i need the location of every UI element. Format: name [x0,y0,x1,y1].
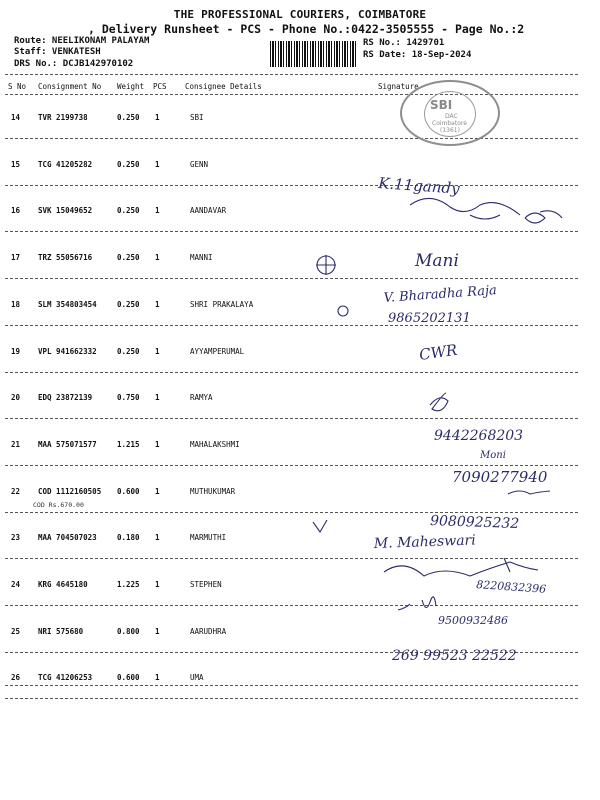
row-sno: 16 [11,206,21,215]
row-consignment-no: MAA 575071577 [38,440,97,449]
row-pcs: 1 [155,487,160,496]
row-pcs: 1 [155,160,160,169]
row-weight: 0.800 [117,627,140,636]
row-sno: 18 [11,300,21,309]
row-sno: 21 [11,440,21,449]
hand-drawn-mark [316,255,336,275]
row-consignee: MAHALAKSHMI [190,440,240,449]
row-weight: 0.250 [117,347,140,356]
sbi-stamp [400,80,500,146]
barcode [270,41,356,67]
handwritten-text: 8220832396 [475,578,547,596]
handwritten-text: 9080925232 [429,513,520,533]
row-divider [5,418,578,419]
stamp-line1: DAC [445,113,458,120]
handwritten-text: M. Maheswari [373,532,476,552]
scribble-signature [410,198,520,219]
row-pcs: 1 [155,206,160,215]
handwritten-text: 7090277940 [452,468,548,486]
page-subtitle: , Delivery Runsheet - PCS - Phone No.:0422-3505555 - Page No.:2 [88,22,525,36]
route-label: Route: NEELIKONAM PALAYAM [14,36,150,46]
row-consignee: RAMYA [190,393,213,402]
row-consignee: AARUDHRA [190,627,227,636]
row-divider [5,512,578,513]
row-weight: 0.180 [117,533,140,542]
table-end-divider [5,685,578,686]
row-sno: 20 [11,393,21,402]
handwritten-text: 9500932486 [438,614,508,627]
scribble-signature [430,393,448,411]
row-weight: 0.750 [117,393,140,402]
handwritten-text: V. Bharadha Raja [383,283,498,306]
row-consignment-no: MAA 704507023 [38,533,97,542]
row-pcs: 1 [155,440,160,449]
row-divider [5,465,578,466]
row-pcs: 1 [155,533,160,542]
row-divider [5,372,578,373]
hand-drawn-mark [317,256,335,274]
column-header-consignee: Consignee Details [185,82,262,91]
row-consignment-no: EDQ 23872139 [38,393,93,402]
row-weight: 0.600 [117,487,140,496]
row-weight: 0.250 [117,113,140,122]
row-consignee: GENN [190,160,209,169]
row-sno: 25 [11,627,21,636]
rs-number: RS No.: 1429701 [363,38,445,48]
row-sno: 23 [11,533,21,542]
row-divider [5,698,578,699]
row-sno: 22 [11,487,21,496]
row-sno: 19 [11,347,21,356]
row-weight: 0.250 [117,253,140,262]
row-divider [5,558,578,559]
row-consignment-no: KRG 4645180 [38,580,88,589]
row-sno: 15 [11,160,21,169]
row-pcs: 1 [155,113,160,122]
row-pcs: 1 [155,253,160,262]
row-pcs: 1 [155,347,160,356]
staff-label: Staff: VENKATESH [14,47,101,57]
row-divider [5,138,578,139]
row-sno: 26 [11,673,21,682]
row-pcs: 1 [155,627,160,636]
page-title: THE PROFESSIONAL COURIERS, COIMBATORE [173,8,427,21]
row-cod-amount: COD Rs.670.00 [33,501,84,509]
row-divider [5,605,578,606]
row-consignment-no: TVR 2199738 [38,113,88,122]
row-consignment-no: TRZ 55056716 [38,253,93,262]
row-divider [5,325,578,326]
handwritten-text: Mani [415,251,459,271]
row-consignee: AANDAVAR [190,206,227,215]
column-header-weight: Weight [117,82,145,91]
column-header-consignment: Consignment No [38,82,102,91]
stamp-line2: Coimbatore [432,120,467,127]
row-consignee: UMA [190,673,204,682]
hand-drawn-mark [338,306,348,316]
row-consignment-no: COD 1112160505 [38,487,102,496]
row-weight: 0.250 [117,300,140,309]
handwritten-text: 269 99523 22522 [392,648,517,664]
handwritten-text: 9865202131 [388,311,471,326]
row-divider [5,278,578,279]
stamp-logo: SBI [430,98,453,112]
row-pcs: 1 [155,673,160,682]
row-sno: 24 [11,580,21,589]
row-consignee: MUTHUKUMAR [190,487,236,496]
column-header-sno: S No [8,82,27,91]
row-consignment-no: TCG 41205282 [38,160,93,169]
row-sno: 17 [11,253,21,262]
row-consignment-no: NRI 575680 [38,627,84,636]
row-consignment-no: SLM 354803454 [38,300,97,309]
row-pcs: 1 [155,300,160,309]
handwritten-text: CWR [418,340,459,364]
row-pcs: 1 [155,393,160,402]
row-weight: 0.250 [117,206,140,215]
row-weight: 1.215 [117,440,140,449]
scribble-signature [398,597,436,610]
drs-number: DRS No.: DCJB142970102 [14,59,134,69]
row-consignee: AYYAMPERUMAL [190,347,245,356]
row-consignment-no: VPL 941662332 [38,347,97,356]
row-consignment-no: TCG 41206253 [38,673,93,682]
row-consignee: MANNI [190,253,213,262]
scribble-signature [525,211,562,223]
row-consignee: STEPHEN [190,580,222,589]
scribble-signature [508,491,550,494]
row-consignee: SHRI PRAKALAYA [190,300,254,309]
row-divider [5,231,578,232]
scribble-signature [384,558,538,576]
row-consignee: SBI [190,113,204,122]
row-pcs: 1 [155,580,160,589]
rs-date: RS Date: 18-Sep-2024 [363,50,472,60]
handwritten-text: K.11gandy [377,174,461,198]
column-header-pcs: PCS [153,82,167,91]
row-consignment-no: SVK 15049652 [38,206,93,215]
handwritten-text: Moni [480,450,506,461]
hand-drawn-mark [313,520,327,532]
row-weight: 1.225 [117,580,140,589]
row-divider [5,652,578,653]
row-divider [5,185,578,186]
stamp-line3: (1361) [440,127,460,134]
header-divider [5,74,578,75]
row-weight: 0.250 [117,160,140,169]
handwritten-text: 9442268203 [434,428,524,444]
column-header-signature: Signature [378,82,419,91]
row-sno: 14 [11,113,21,122]
row-consignee: MARMUTHI [190,533,227,542]
row-weight: 0.600 [117,673,140,682]
